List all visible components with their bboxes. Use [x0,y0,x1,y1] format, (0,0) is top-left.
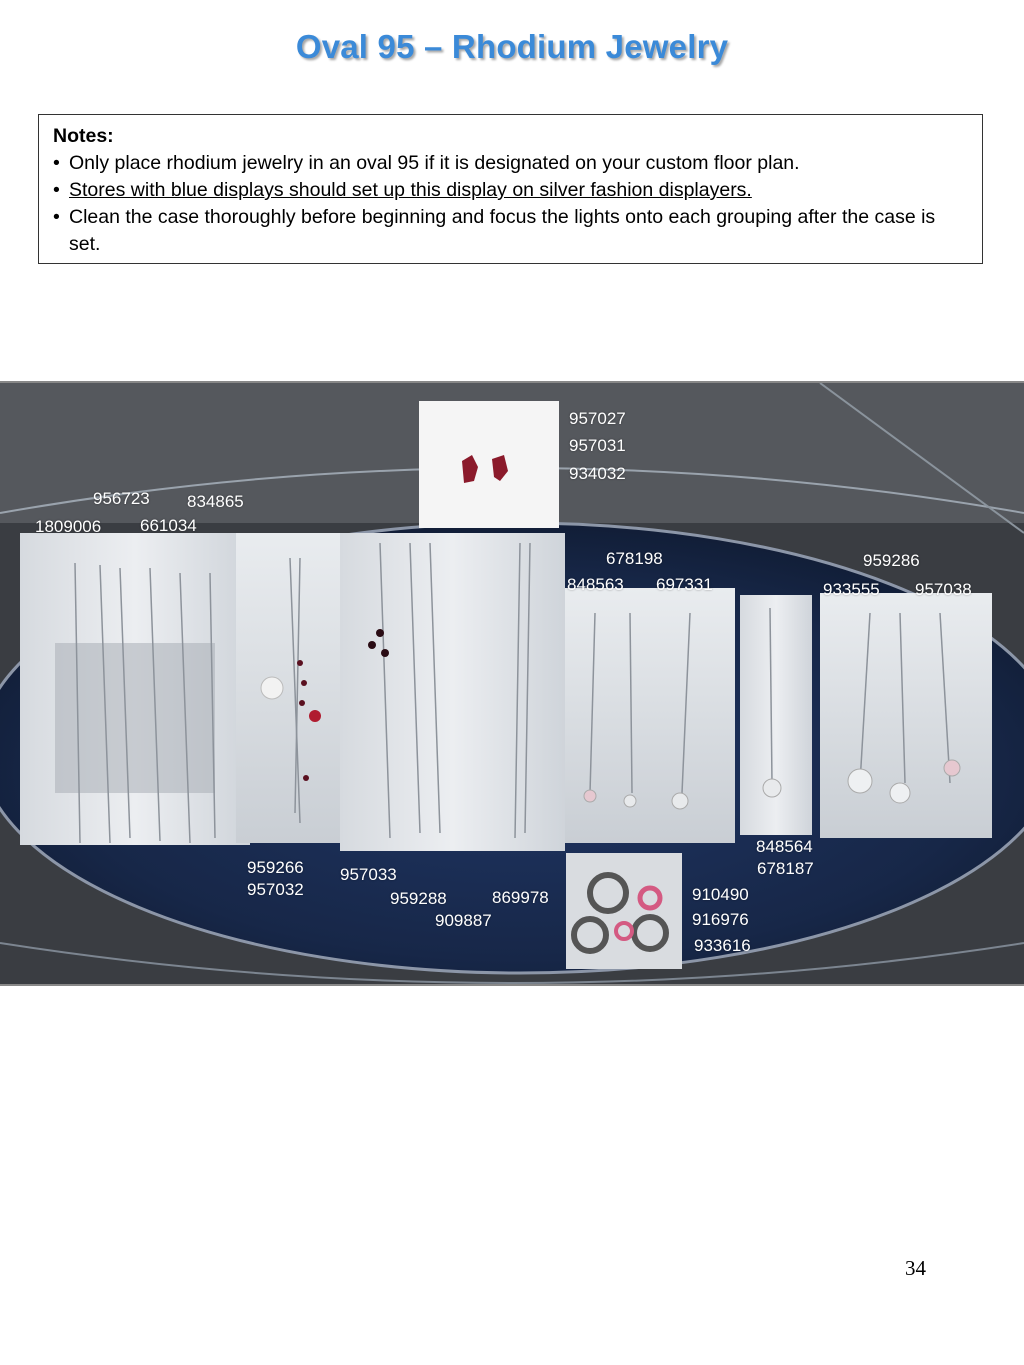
item-label: 959286 [863,551,920,570]
item-label: 661034 [140,516,197,535]
item-label: 959266 [247,858,304,877]
notes-item-text: Stores with blue displays should set up this display on silver fashion displayers. [69,179,752,201]
page-title: Oval 95 – Rhodium Jewelry [295,28,729,65]
notes-item [53,177,968,204]
item-label: 909887 [435,911,492,930]
notes-item [53,204,968,258]
page-number: 34 [905,1256,926,1280]
item-label: 678198 [606,549,663,568]
item-label: 1809006 [35,517,102,536]
item-label: 933555 [823,580,880,599]
item-label: 934032 [569,464,626,483]
notes-item-text: Clean the case thoroughly before beginning and focus the lights onto each grouping after the case is set. [69,206,936,255]
display-block-3 [340,533,565,851]
item-label: 957038 [915,580,972,599]
display-block-5 [740,595,812,835]
item-label: 959288 [390,889,447,908]
item-label: 957027 [569,409,626,428]
bullet-icon: • [53,152,60,174]
notes-item [53,150,968,177]
notes-box [38,114,983,264]
notes-item-text: Only place rhodium jewelry in an oval 95 if it is designated on your custom floor plan. [69,152,800,174]
item-label: 848563 [567,575,624,594]
item-label: 834865 [187,492,244,511]
display-block-4 [565,588,735,843]
bullet-icon: • [53,206,60,228]
bullet-icon: • [53,179,60,201]
earring-display-block [419,401,559,528]
item-label: 678187 [757,859,814,878]
item-label: 957031 [569,436,626,455]
item-label: 869978 [492,888,549,907]
item-label: 957032 [247,880,304,899]
item-label: 957033 [340,865,397,884]
item-label: 933616 [694,936,751,955]
display-photo [0,381,1024,986]
item-label: 910490 [692,885,749,904]
item-label: 697331 [656,575,713,594]
notes-heading: Notes: [53,125,114,147]
item-label: 916976 [692,910,749,929]
item-label: 956723 [93,489,150,508]
item-label: 848564 [756,837,813,856]
